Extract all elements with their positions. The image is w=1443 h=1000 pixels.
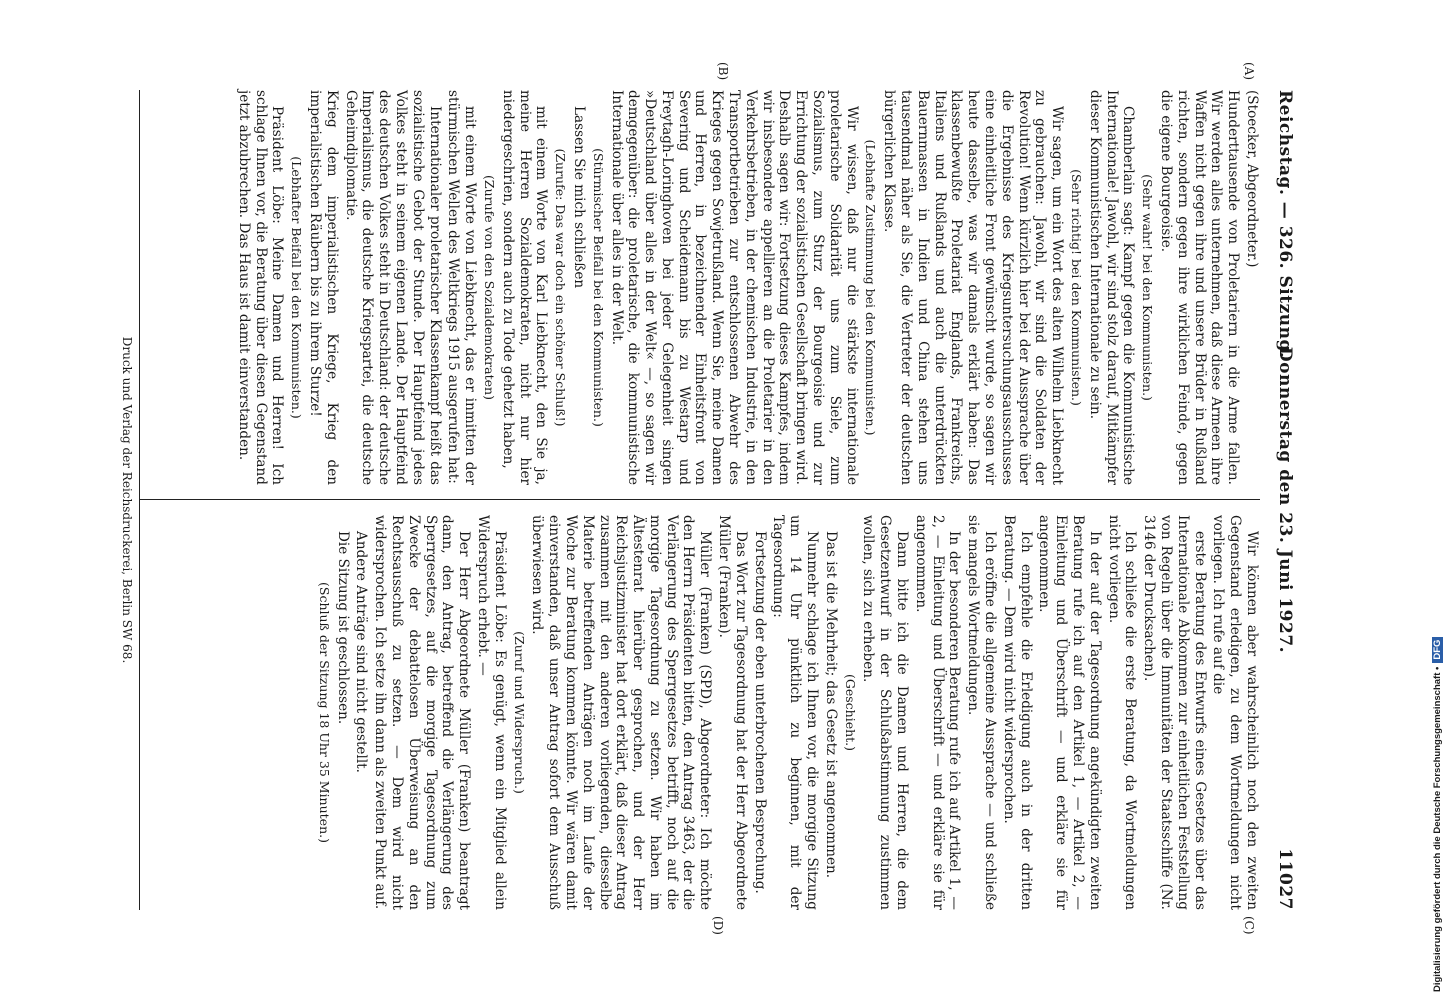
paragraph: Hunderttausende von Proletariern in die Arme fallen. Wir werden alles unternehmen, daß diese Armeen ihre Waffen nicht gegen ihre und unsere Brüder in Rußland richten, sondern gegen ihre wirklichen Feinde, gegen die eigene Bourgeoisie. xyxy=(1158,90,1242,485)
paragraph: mit einem Worte von Liebknecht, das er inmitten der stürmischen Wellen des Weltkriegs 1915 ausgerufen hat: xyxy=(445,90,479,485)
paragraph: Internationaler proletarischer Klassenkampf heißt das sozialistische Gebot der Stunde. Der Hauptfeind jedes Volkes steht in seinem eigenen Lande. Der Hauptfeind des deutschen Volkes steht in Deutschland: der deutsche Imperialismus, die deutsche Kriegspartei, die deutsche Geheimdiplomatie. xyxy=(342,90,443,485)
paragraph: (Zurufe von den Sozialdemokraten) xyxy=(481,175,497,400)
paragraph: In der auf der Tagesordnung angekündigten zweiten Beratung rufe ich auf den Artikel 1, — Artikel 2, — Einleitung und Überschrift — und erkläre sie für angenommen. xyxy=(1036,515,1103,910)
header-middle: Donnerstag den 23. Juni 1927. xyxy=(1275,346,1295,654)
paragraph: (Sehr richtig! bei den Kommunisten.) xyxy=(1069,169,1085,406)
paragraph: Lassen Sie mich schließen xyxy=(570,106,587,289)
paragraph: Krieg dem imperialistischen Kriege, Krieg den imperialistischen Räubern bis zu ihrem Sturze! xyxy=(306,90,340,485)
page-number: 11027 xyxy=(1275,848,1295,910)
paragraph: (Zuruf und Widerspruch.) xyxy=(511,631,527,794)
paragraph: Müller (Franken) (SPD), Abgeordneter: Ich möchte den Herrn Präsidenten bitten, den Antrag 3463, der die Verlängerung des Sperrgesetzes betrifft, noch auf die morgige Tagesordnung zu setzen. Wir haben im Ältestenrat hierüber gesprochen, und der Herr Reichsjustizminister hat dort erklärt, daß dieser Antrag zusammen mit den anderen vorliegenden, diesselbe Materie betreffenden Anträgen noch im Laufe der Woche zur Beratung kommen könnte. Wir wären damit einverstanden, daß unser Antrag sofort dem Ausschuß überwiesen wird. xyxy=(529,515,714,910)
paragraph: Wir können aber wahrscheinlich noch den zweiten Gegenstand erledigen, zu dem Wortmeldungen nicht vorliegen. Ich rufe auf die xyxy=(1210,515,1260,910)
paragraph: Die Sitzung ist geschlossen. xyxy=(334,531,351,725)
paragraph: Wir wissen, daß nur die stärkste internationale proletarische Solidarität uns zum Siele, zum Sozialismus, zum Sturz der Bourgeoisie und zur Errichtung der sozialistischen Gesellschaft bringen wird. Deshalb sagen wir: Fortsetzung dieses Kampfes, indem wir insbesondere appellieren an die Proletarier in den Verkehrsbetrieben, in der chemischen Industrie, in den Transportbetrieben zur entschlossenen Abwehr des Krieges gegen Sowjetrußland. Wenn Sie, meine Damen und Herren, in bezeichnender Einheitsfront von Severing und Scheidemann bis zu Westarp und Freytagh-Loringhoven bei jeder Gelegenheit singen »Deutschland über alles in der Welt« —, so sagen wir demgegenüber: die proletarische, die kommunistische Internationale über alles in der Welt. xyxy=(608,90,860,485)
column-divider xyxy=(140,499,1260,500)
paragraph: erste Beratung des Entwurfs eines Gesetzes über das Internationale Abkommen zur einheitlichen Feststellung von Regeln über die Immunitäten der Staatsschiffe (Nr. 3146 der Drucksachen). xyxy=(1141,515,1208,910)
paragraph: Das ist die Mehrheit; das Gesetz ist angenommen. xyxy=(822,531,839,879)
right-column xyxy=(150,515,1260,910)
paragraph: (Lebhafter Beifall bei den Kommunisten.) xyxy=(289,156,305,419)
rotated-document xyxy=(70,62,1300,935)
paragraph: Das Wort zur Tagesordnung hat der Herr Abgeordnete Müller (Franken). xyxy=(716,515,749,910)
paragraph: Wir sagen, um ein Wort des alten Wilhelm Liebknecht zu gebrauchen: Jawohl, wir sind die Soldaten der Revolution! Wenn kürzlich hier bei der Aussprache über die Ergebnisse des Kriegsuntersuchungsausschusses eine einheitliche Front gewünscht wurde, so sagen wir heute dasselbe, was wir damals erklärt haben: Das klassenbewußte Proletariat Englands, Frankreichs, Italiens und Rußlands und auch die unterdrückten Bauernmassen in Indien und China stehen uns tausendmal näher als Sie, die Vertreter der deutschen bürgerlichen Klasse. xyxy=(881,90,1066,485)
margin-mark-d: (D) xyxy=(711,916,725,935)
paragraph: (Lebhafte Zustimmung bei den Kommunisten.) xyxy=(863,139,879,436)
paragraph: Andere Anträge sind nicht gestellt. xyxy=(353,531,370,773)
paragraph: (Zurufe: Das war doch ein schöner Schluß!) xyxy=(553,148,569,427)
paragraph: Dann bitte ich die Damen und Herren, die dem Gesetzentwurf in der Schlußabstimmung zustimmen wollen, sich zu erheben. xyxy=(860,515,911,910)
left-column xyxy=(150,90,1260,485)
paragraph: Präsident Löbe: Meine Damen und Herren! Ich schlage Ihnen vor, die Beratung über diesen Gegenstand jetzt abzubrechen. Das Haus ist damit einverstanden. xyxy=(235,90,286,485)
paragraph: Fortsetzung der eben unterbrochenen Besprechung. xyxy=(751,531,768,894)
paragraph: Nunmehr schlage ich Ihnen vor, die morgige Sitzung um 14 Uhr pünktlich zu beginnen, mit der Tagesordnung: xyxy=(770,515,821,910)
margin-mark-a: (A) xyxy=(1242,62,1256,81)
funding-sidebar xyxy=(1418,8,1443,992)
paragraph: Präsident Löbe: Es genügt, wenn ein Mitglied allein Widerspruch erhebt. — xyxy=(474,515,508,910)
margin-mark-b: (B) xyxy=(716,62,730,81)
footer-rule xyxy=(139,90,140,910)
paragraph: mit einem Worte von Karl Liebknecht, den Sie ja, meine Herren Sozialdemokraten, nicht nur hier niedergeschrien, sondern auch zu Tode gehetzt haben, xyxy=(499,90,550,485)
paragraph: (Sehr wahr! bei den Kommunisten.) xyxy=(1140,174,1156,401)
paragraph: (Stoecker, Abgeordneter.) xyxy=(1244,90,1260,268)
header-left: Reichstag. — 326. Sitzung. xyxy=(1275,90,1295,359)
paragraph: Ich empfehle die Erledigung auch in der dritten Beratung. — Dem wird nicht widersprochen. xyxy=(1000,515,1034,910)
page-header xyxy=(1270,90,1300,910)
margin-mark-c: (C) xyxy=(1242,916,1256,935)
paragraph: (Schluß der Sitzung 18 Uhr 35 Minuten.) xyxy=(316,582,332,843)
paragraph: Der Herr Abgeordnete Müller (Franken) beantragt dann, den Antrag, betreffend die Verlängerung des Sperrgesetzes, auf die morgige Tagesordnung zum Zwecke der debattelosen Überweisung an den Rechtsausschuß zu setzen. — Dem wird nicht widersprochen. Ich setze ihn dann als zweiten Punkt auf. xyxy=(372,515,473,910)
paragraph: (Geschieht.) xyxy=(842,673,858,752)
paragraph: Ich eröffne die allgemeine Aussprache — und schließe sie mangels Wortmeldungen. xyxy=(965,515,999,910)
paragraph: (Stürmischer Beifall bei den Kommunisten.) xyxy=(590,148,606,427)
paragraph: Ich schließe die erste Beratung, da Wortmeldungen nicht vorliegen. xyxy=(1105,515,1139,910)
paragraph: In der besonderen Beratung rufe ich auf Artikel 1, — 2, — Einleitung und Überschrift — und erkläre sie für angenommen. xyxy=(912,515,963,910)
paragraph: Chamberlain sagt: Kampf gegen die Kommunistische Internationale! Jawohl, wir sind stolz darauf, Mitkämpfer dieser Kommunistischen Internationale zu sein. xyxy=(1086,90,1137,485)
imprint-footer: Druck und Verlag der Reichsdruckerei, Berlin SW 68. xyxy=(120,336,134,664)
funding-note: Digitalisierung gefördert durch die Deutsche Forschungsgemeinschaft • xyxy=(1432,666,1443,992)
dfg-logo: DFG xyxy=(1432,637,1443,663)
